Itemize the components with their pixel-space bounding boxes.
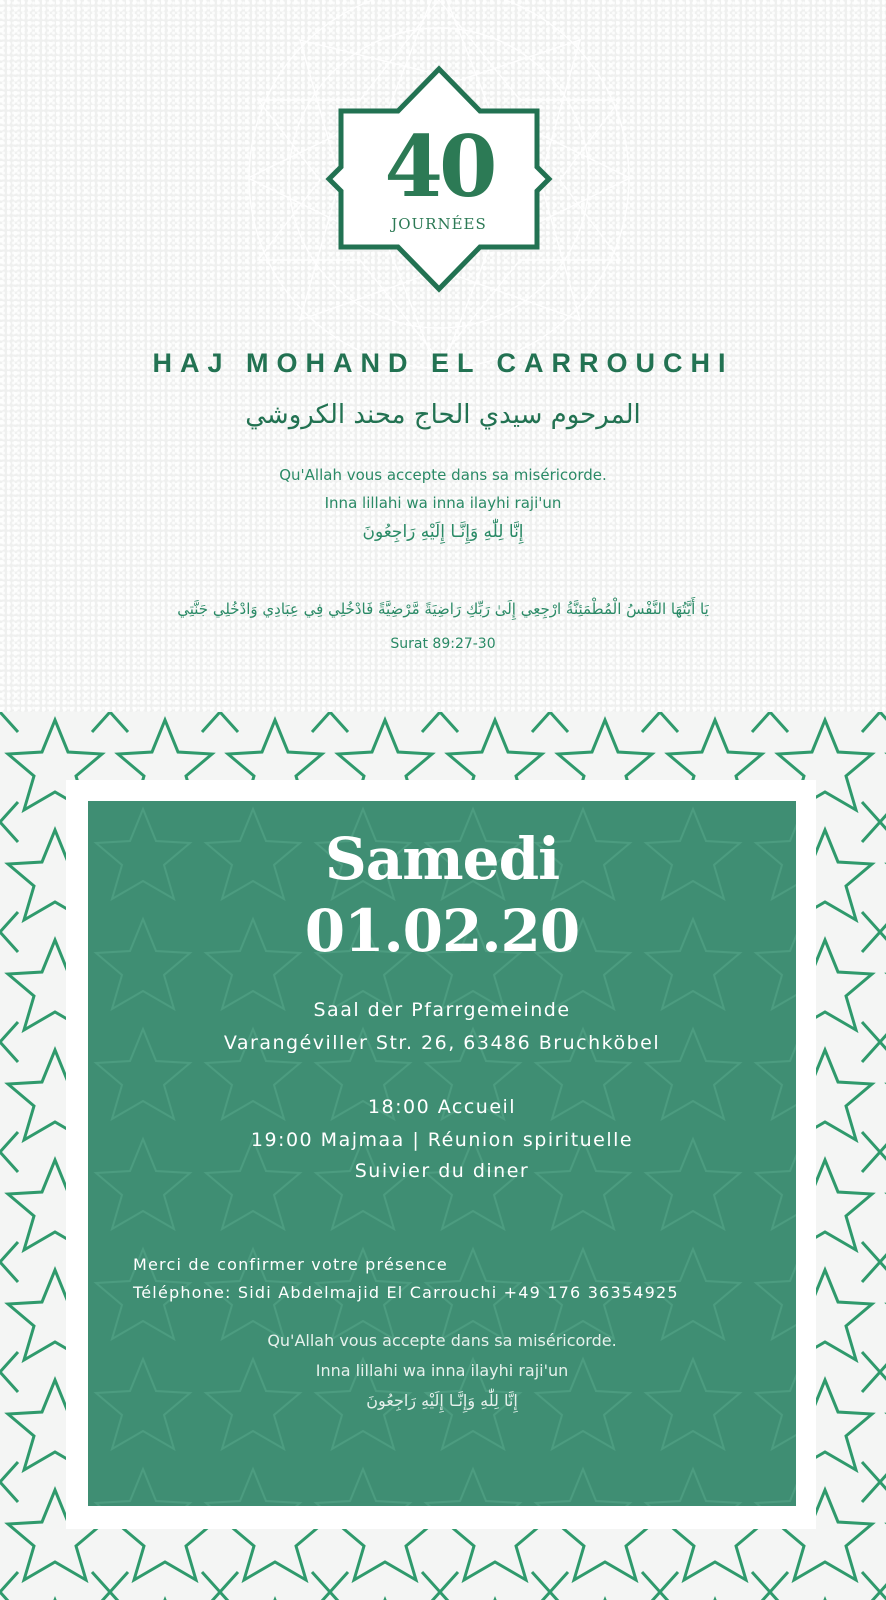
contact-phone: Téléphone: Sidi Abdelmajid El Carrouchi +49 176 36354925 <box>133 1283 679 1302</box>
card-condolence-line-2: Inna lillahi wa inna ilayhi raji'un <box>315 1361 569 1380</box>
schedule-item: 18:00 Accueil <box>367 1096 517 1118</box>
forty-days-badge <box>325 65 553 293</box>
event-day: Samedi <box>324 825 560 893</box>
rsvp-text: Merci de confirmer votre présence <box>133 1255 448 1274</box>
quran-verse: يَا أَيَّتُهَا النَّفْسُ الْمُطْمَئِنَّةُ ارْجِعِي إِلَىٰ رَبِّكِ رَاضِيَةً مَّرْضِيَّةً فَادْخُلِي فِي عِبَادِي وَادْخُلِي جَنَّتِي <box>177 600 709 618</box>
schedule-item: Suivier du diner <box>354 1160 530 1182</box>
card-condolence-line-1: Qu'Allah vous accepte dans sa miséricorde. <box>267 1331 617 1350</box>
deceased-name: HAJ MOHAND EL CARROUCHI <box>152 348 734 378</box>
badge-label: JOURNÉES <box>391 215 487 233</box>
condolence-line-2: Inna lillahi wa inna ilayhi raji'un <box>324 494 562 512</box>
condolence-line-1: Qu'Allah vous accepte dans sa miséricorde. <box>279 466 607 484</box>
condolence-arabic: إِنَّا لِلّٰهِ وَإِنَّـا إِلَيْهِ رَاجِعُونَ <box>362 522 524 542</box>
verse-reference: Surat 89:27-30 <box>390 636 496 652</box>
event-address: Varangéviller Str. 26, 63486 Bruchköbel <box>223 1032 661 1054</box>
deceased-name-arabic: المرحوم سيدي الحاج محند الكروشي <box>245 400 641 430</box>
event-venue: Saal der Pfarrgemeinde <box>313 999 571 1021</box>
card-condolence-arabic: إِنَّا لِلّٰهِ وَإِنَّـا إِلَيْهِ رَاجِعُونَ <box>366 1391 518 1410</box>
event-date: 01.02.20 <box>304 897 580 965</box>
event-card <box>88 801 796 1506</box>
schedule-item: 19:00 Majmaa | Réunion spirituelle <box>250 1129 634 1151</box>
badge-number: 40 <box>384 117 494 216</box>
